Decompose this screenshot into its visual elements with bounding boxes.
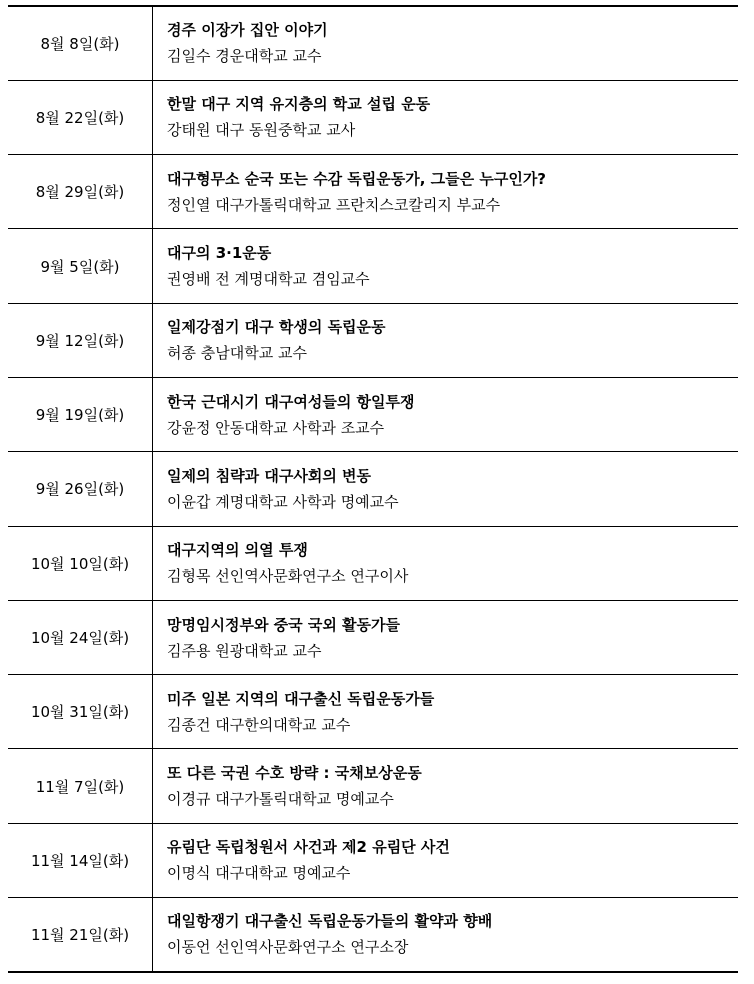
- lecture-speaker: 이명식 대구대학교 명예교수: [167, 864, 351, 883]
- table-row: [8, 526, 738, 600]
- lecture-date: 9월 26일(화): [8, 452, 153, 526]
- lecture-info: [153, 600, 739, 674]
- lecture-info: [153, 898, 739, 972]
- lecture-date: 8월 29일(화): [8, 155, 153, 229]
- lecture-info: [153, 229, 739, 303]
- lecture-speaker: 김형목 선인역사문화연구소 연구이사: [167, 567, 409, 586]
- lecture-info: [153, 675, 739, 749]
- lecture-speaker: 김주용 원광대학교 교수: [167, 641, 322, 660]
- lecture-date: 9월 19일(화): [8, 377, 153, 451]
- lecture-speaker: 정인열 대구가톨릭대학교 프란치스코칼리지 부교수: [167, 195, 501, 214]
- lecture-info: [153, 155, 739, 229]
- lecture-info: [153, 303, 739, 377]
- lecture-speaker: 허종 충남대학교 교수: [167, 344, 307, 363]
- table-row: [8, 600, 738, 674]
- lecture-info: [153, 452, 739, 526]
- lecture-title: 유림단 독립청원서 사건과 제2 유림단 사건: [167, 838, 450, 857]
- lecture-date: 11월 21일(화): [8, 898, 153, 972]
- lecture-date: 9월 5일(화): [8, 229, 153, 303]
- lecture-speaker: 이윤갑 계명대학교 사학과 명예교수: [167, 492, 399, 511]
- lecture-info: [153, 377, 739, 451]
- lecture-speaker: 이경규 대구가톨릭대학교 명예교수: [167, 790, 394, 809]
- lecture-title: 한말 대구 지역 유지층의 학교 설립 운동: [167, 95, 431, 114]
- lecture-title: 또 다른 국권 수호 방략 : 국채보상운동: [167, 764, 422, 783]
- table-row: [8, 303, 738, 377]
- lecture-speaker: 강태원 대구 동원중학교 교사: [167, 121, 356, 140]
- lecture-date: 9월 12일(화): [8, 303, 153, 377]
- lecture-title: 일제강점기 대구 학생의 독립운동: [167, 318, 386, 337]
- lecture-title: 망명임시정부와 중국 국외 활동가들: [167, 615, 401, 634]
- lecture-title: 대구의 3·1운동: [167, 244, 272, 263]
- lecture-title: 한국 근대시기 대구여성들의 항일투쟁: [167, 392, 415, 411]
- lecture-title: 대구형무소 순국 또는 수감 독립운동가, 그들은 누구인가?: [167, 169, 547, 188]
- table-row: [8, 155, 738, 229]
- table-row: [8, 6, 738, 80]
- lecture-schedule-table: [8, 5, 738, 973]
- lecture-title: 미주 일본 지역의 대구출신 독립운동가들: [167, 689, 435, 708]
- table-row: [8, 452, 738, 526]
- lecture-info: [153, 749, 739, 823]
- lecture-speaker: 김일수 경운대학교 교수: [167, 47, 322, 66]
- lecture-speaker: 권영배 전 계명대학교 겸임교수: [167, 270, 370, 289]
- lecture-info: [153, 823, 739, 897]
- table-row: [8, 229, 738, 303]
- table-row: [8, 823, 738, 897]
- table-row: [8, 749, 738, 823]
- lecture-schedule-body: [8, 6, 738, 972]
- lecture-info: [153, 80, 739, 154]
- lecture-date: 8월 8일(화): [8, 6, 153, 80]
- lecture-speaker: 강윤정 안동대학교 사학과 조교수: [167, 418, 385, 437]
- table-row: [8, 80, 738, 154]
- lecture-title: 대구지역의 의열 투쟁: [167, 541, 308, 560]
- lecture-date: 10월 24일(화): [8, 600, 153, 674]
- lecture-date: 11월 7일(화): [8, 749, 153, 823]
- lecture-date: 11월 14일(화): [8, 823, 153, 897]
- table-row: [8, 675, 738, 749]
- lecture-info: [153, 526, 739, 600]
- lecture-speaker: 이동언 선인역사문화연구소 연구소장: [167, 938, 409, 957]
- table-row: [8, 377, 738, 451]
- lecture-title: 대일항쟁기 대구출신 독립운동가들의 활약과 향배: [167, 912, 493, 931]
- table-row: [8, 898, 738, 972]
- lecture-date: 8월 22일(화): [8, 80, 153, 154]
- lecture-title: 일제의 침략과 대구사회의 변동: [167, 466, 372, 485]
- lecture-speaker: 김종건 대구한의대학교 교수: [167, 715, 351, 734]
- lecture-title: 경주 이장가 집안 이야기: [167, 21, 328, 40]
- lecture-date: 10월 31일(화): [8, 675, 153, 749]
- lecture-info: [153, 6, 739, 80]
- lecture-date: 10월 10일(화): [8, 526, 153, 600]
